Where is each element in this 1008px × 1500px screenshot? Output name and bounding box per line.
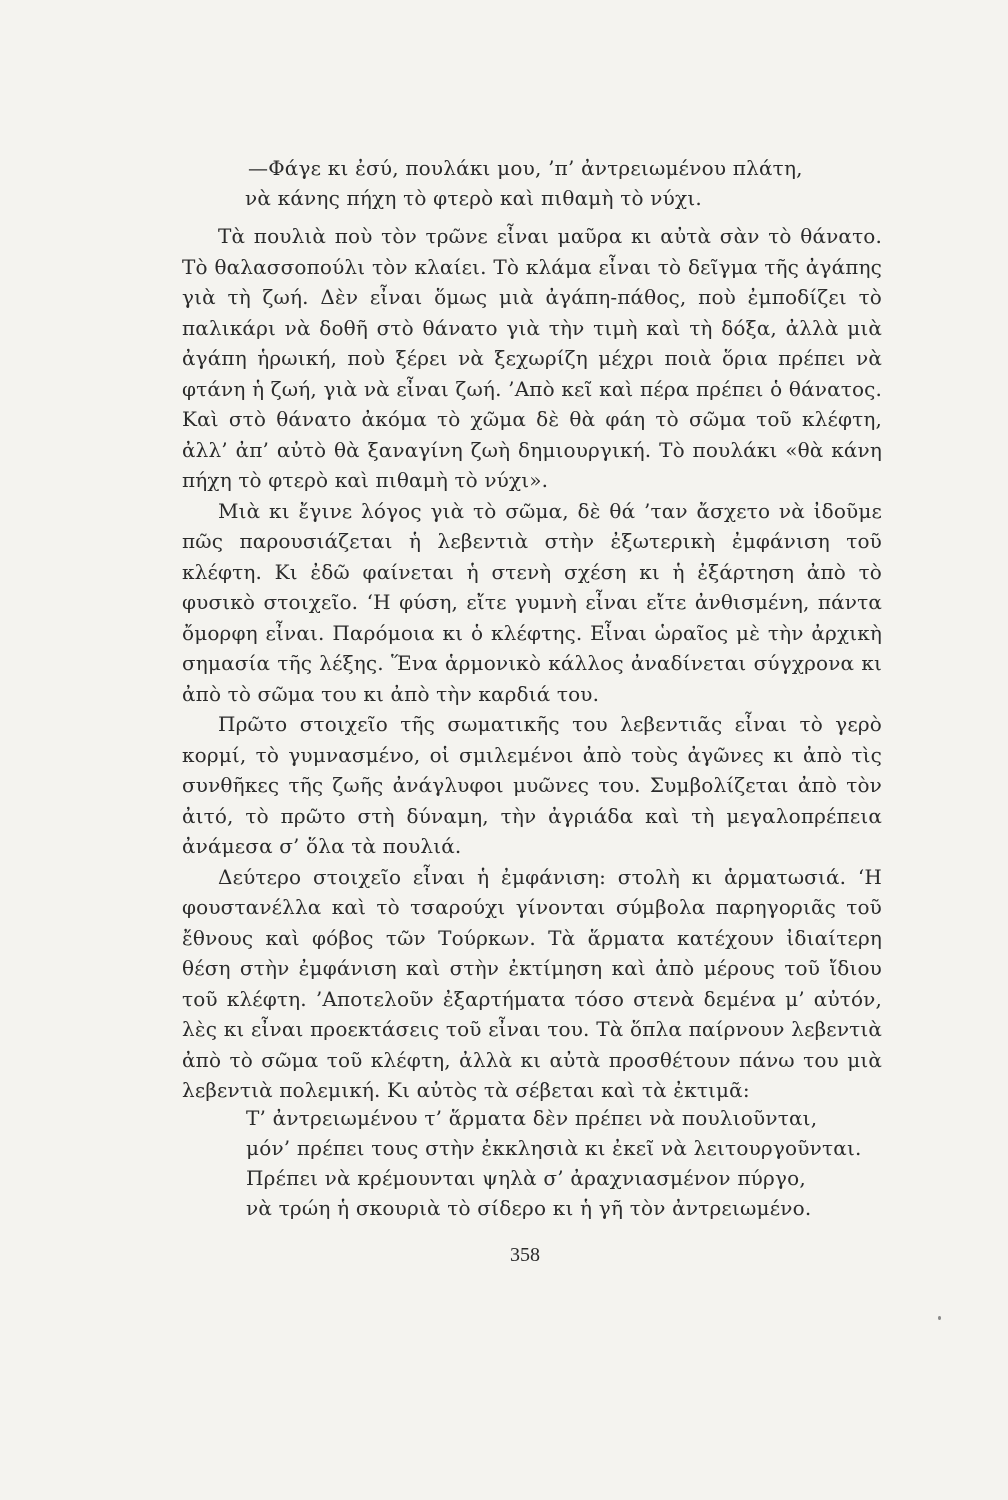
verse-line: Πρέπει νὰ κρέμουνται ψηλὰ σ’ ἀραχνιασμένον πύργο, <box>246 1166 806 1190</box>
paragraph: Μιὰ κι ἔγινε λόγος γιὰ τὸ σῶμα, δὲ θά ’ταν ἄσχετο νὰ ἰδοῦμε πῶς παρουσιάζεται ἡ λεβεντιὰ στὴν ἐξωτερικὴ ἐμφάνιση τοῦ κλέφτη. Κι ἐδῶ φαίνεται ἡ στενὴ σχέση κι ἡ ἐξάρτηση ἀπὸ τὸ φυσικὸ στοιχεῖο. ‘Η φύση, εἴτε γυμνὴ εἶναι εἴτε ἀνθισμένη, πάντα ὄμορφη εἶναι. Παρόμοια κι ὁ κλέφτης. Εἶναι ὡραῖος μὲ τὴν ἀρχικὴ σημασία τῆς λέξης. Ἕνα ἁρμονικὸ κάλλος ἀναδίνεται σύγχρονα κι ἀπὸ τὸ σῶμα του κι ἀπὸ τὴν καρδιά του. <box>182 498 882 706</box>
verse-line: μόν’ πρέπει τους στὴν ἐκκλησιὰ κι ἐκεῖ νὰ λειτουργοῦνται. <box>246 1136 862 1160</box>
body-text <box>182 221 882 1106</box>
verse-line: νὰ τρώη ἡ σκουριὰ τὸ σίδερο κι ἡ γῆ τὸν ἀντρειωμένο. <box>246 1196 812 1220</box>
paragraph: Δεύτερο στοιχεῖο εἶναι ἡ ἐμφάνιση: στολὴ κι ἁρματωσιά. ‘Η φουστανέλλα καὶ τὸ τσαρούχι γίνονται σύμβολα παρηγοριᾶς τοῦ ἔθνους καὶ φόβος τῶν Τούρκων. Τὰ ἅρματα κατέχουν ἰδιαίτερη θέση στὴν ἐμφάνιση καὶ στὴν ἐκτίμηση καὶ ἀπὸ μέρους τοῦ ἴδιου τοῦ κλέφτη. ’Αποτελοῦν ἐξαρτήματα τόσο στενὰ δεμένα μ’ αὐτόν, λὲς κι εἶναι προεκτάσεις τοῦ εἶναι του. Τὰ ὅπλα παίρνουν λεβεντιὰ ἀπὸ τὸ σῶμα τοῦ κλέφτη, ἀλλὰ κι αὐτὰ προσθέτουν πάνω του μιὰ λεβεντιὰ πολεμική. Κι αὐτὸς τὰ σέβεται καὶ τὰ ἐκτιμᾶ: <box>182 864 882 1102</box>
paper-speck <box>938 1316 941 1320</box>
verse-line: νὰ κάνης πήχη τὸ φτερὸ καὶ πιθαμὴ τὸ νύχι. <box>245 186 702 210</box>
opening-verse <box>245 153 803 213</box>
verse-line: —Φάγε κι ἐσύ, πουλάκι μου, ’π’ ἀντρειωμένου πλάτη, <box>248 156 803 180</box>
paragraph: Πρῶτο στοιχεῖο τῆς σωματικῆς του λεβεντιᾶς εἶναι τὸ γερὸ κορμί, τὸ γυμνασμένο, οἱ σμιλεμένοι ἀπὸ τοὺς ἀγῶνες κι ἀπὸ τὶς συνθῆκες τῆς ζωῆς ἀνάγλυφοι μυῶνες του. Συμβολίζεται ἀπὸ τὸν ἀιτό, τὸ πρῶτο στὴ δύναμη, τὴν ἀγριάδα καὶ τὴ μεγαλοπρέπεια ἀνάμεσα σ’ ὅλα τὰ πουλιά. <box>182 712 882 858</box>
paragraph: Τὰ πουλιὰ ποὺ τὸν τρῶνε εἶναι μαῦρα κι αὐτὰ σὰν τὸ θάνατο. Τὸ θαλασσοπούλι τὸν κλαίει. Τὸ κλάμα εἶναι τὸ δεῖγμα τῆς ἀγάπης γιὰ τὴ ζωή. Δὲν εἶναι ὅμως μιὰ ἀγάπη-πάθος, ποὺ ἐμποδίζει τὸ παλικάρι νὰ δοθῆ στὸ θάνατο γιὰ τὴν τιμὴ καὶ τὴ δόξα, ἀλλὰ μιὰ ἀγάπη ἡρωική, ποὺ ξέρει νὰ ξεχωρίζη μέχρι ποιὰ ὅρια πρέπει νὰ φτάνη ἡ ζωή, γιὰ νὰ εἶναι ζωή. ’Απὸ κεῖ καὶ πέρα πρέπει ὁ θάνατος. Καὶ στὸ θάνατο ἀκόμα τὸ χῶμα δὲ θὰ φάη τὸ σῶμα τοῦ κλέφτη, ἀλλ’ ἀπ’ αὐτὸ θὰ ξαναγίνη ζωὴ δημιουργική. Τὸ πουλάκι «θὰ κάνη πήχη τὸ φτερὸ καὶ πιθαμὴ τὸ νύχι». <box>182 224 882 492</box>
page-number: 358 <box>510 1244 540 1266</box>
verse-line: Τ’ ἀντρειωμένου τ’ ἅρματα δὲν πρέπει νὰ πουλιοῦνται, <box>246 1106 818 1130</box>
closing-verse <box>246 1103 862 1223</box>
